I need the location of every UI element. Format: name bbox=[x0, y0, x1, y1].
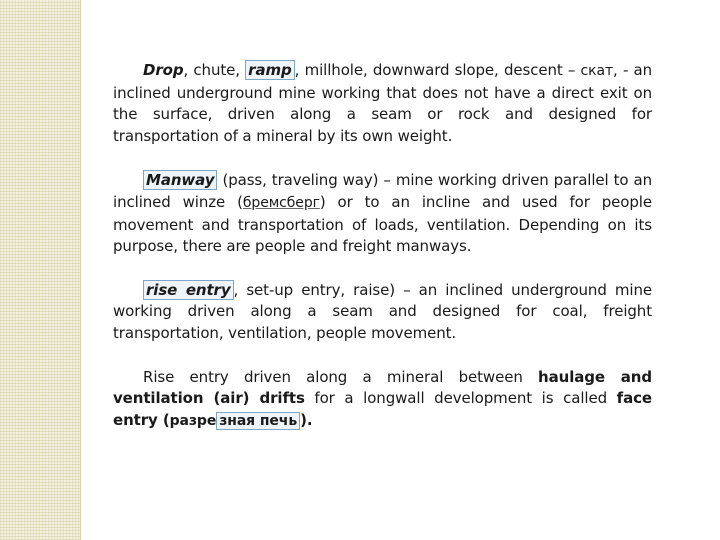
russian-term-razreznaya-pech-highlighted: зная печь bbox=[216, 412, 300, 430]
drop-definition-tail: , - an inclined underground mine working that does not have a direct exit on the surface, driven along a seam or rock and designed for transportation of a mineral by its own weight. bbox=[113, 61, 652, 145]
russian-term-razreznaya-start: разре bbox=[169, 412, 217, 429]
paragraph-rise-entry bbox=[113, 280, 652, 345]
rise-entry-definition: , set-up entry, raise) – an inclined underground mine working driven along a seam and designed for coal, freight transportation, ventilation, people movement. bbox=[113, 280, 653, 342]
russian-term-skat: скат bbox=[580, 63, 614, 79]
face-entry-middle: for a longwall development is called bbox=[304, 389, 617, 408]
manway-definition: (pass, traveling way) – mine working driven parallel to an inclined winze ( bbox=[113, 171, 652, 211]
paragraph-face-entry bbox=[113, 367, 652, 433]
term-ramp-highlighted: ramp bbox=[245, 60, 295, 80]
manway-definition-tail: ) or to an incline and used for people movement and transportation of loads, ventilation. Depending on its purpose, there are people and freight manways. bbox=[113, 192, 652, 256]
face-entry-open-paren: ( bbox=[157, 410, 170, 429]
term-haulage-ventilation-drifts: haulage and ventilation (air) drifts bbox=[113, 367, 652, 408]
drop-separator: , chute, bbox=[183, 61, 246, 79]
paragraph-drop bbox=[113, 60, 652, 147]
face-entry-close: ). bbox=[300, 410, 313, 429]
decorative-side-strip bbox=[0, 0, 81, 540]
drop-definition: , millhole, downward slope, descent – bbox=[294, 61, 581, 79]
term-manway-highlighted: Manway bbox=[143, 170, 217, 190]
slide-text-body bbox=[113, 60, 652, 432]
paragraph-manway bbox=[113, 170, 652, 257]
term-drop: Drop bbox=[143, 61, 184, 79]
term-face-entry: face entry bbox=[113, 389, 652, 429]
face-entry-intro: Rise entry driven along a mineral between bbox=[143, 367, 539, 386]
russian-term-bremsberg: бремсберг bbox=[242, 194, 320, 211]
term-rise-entry-highlighted: rise entry bbox=[143, 280, 234, 300]
